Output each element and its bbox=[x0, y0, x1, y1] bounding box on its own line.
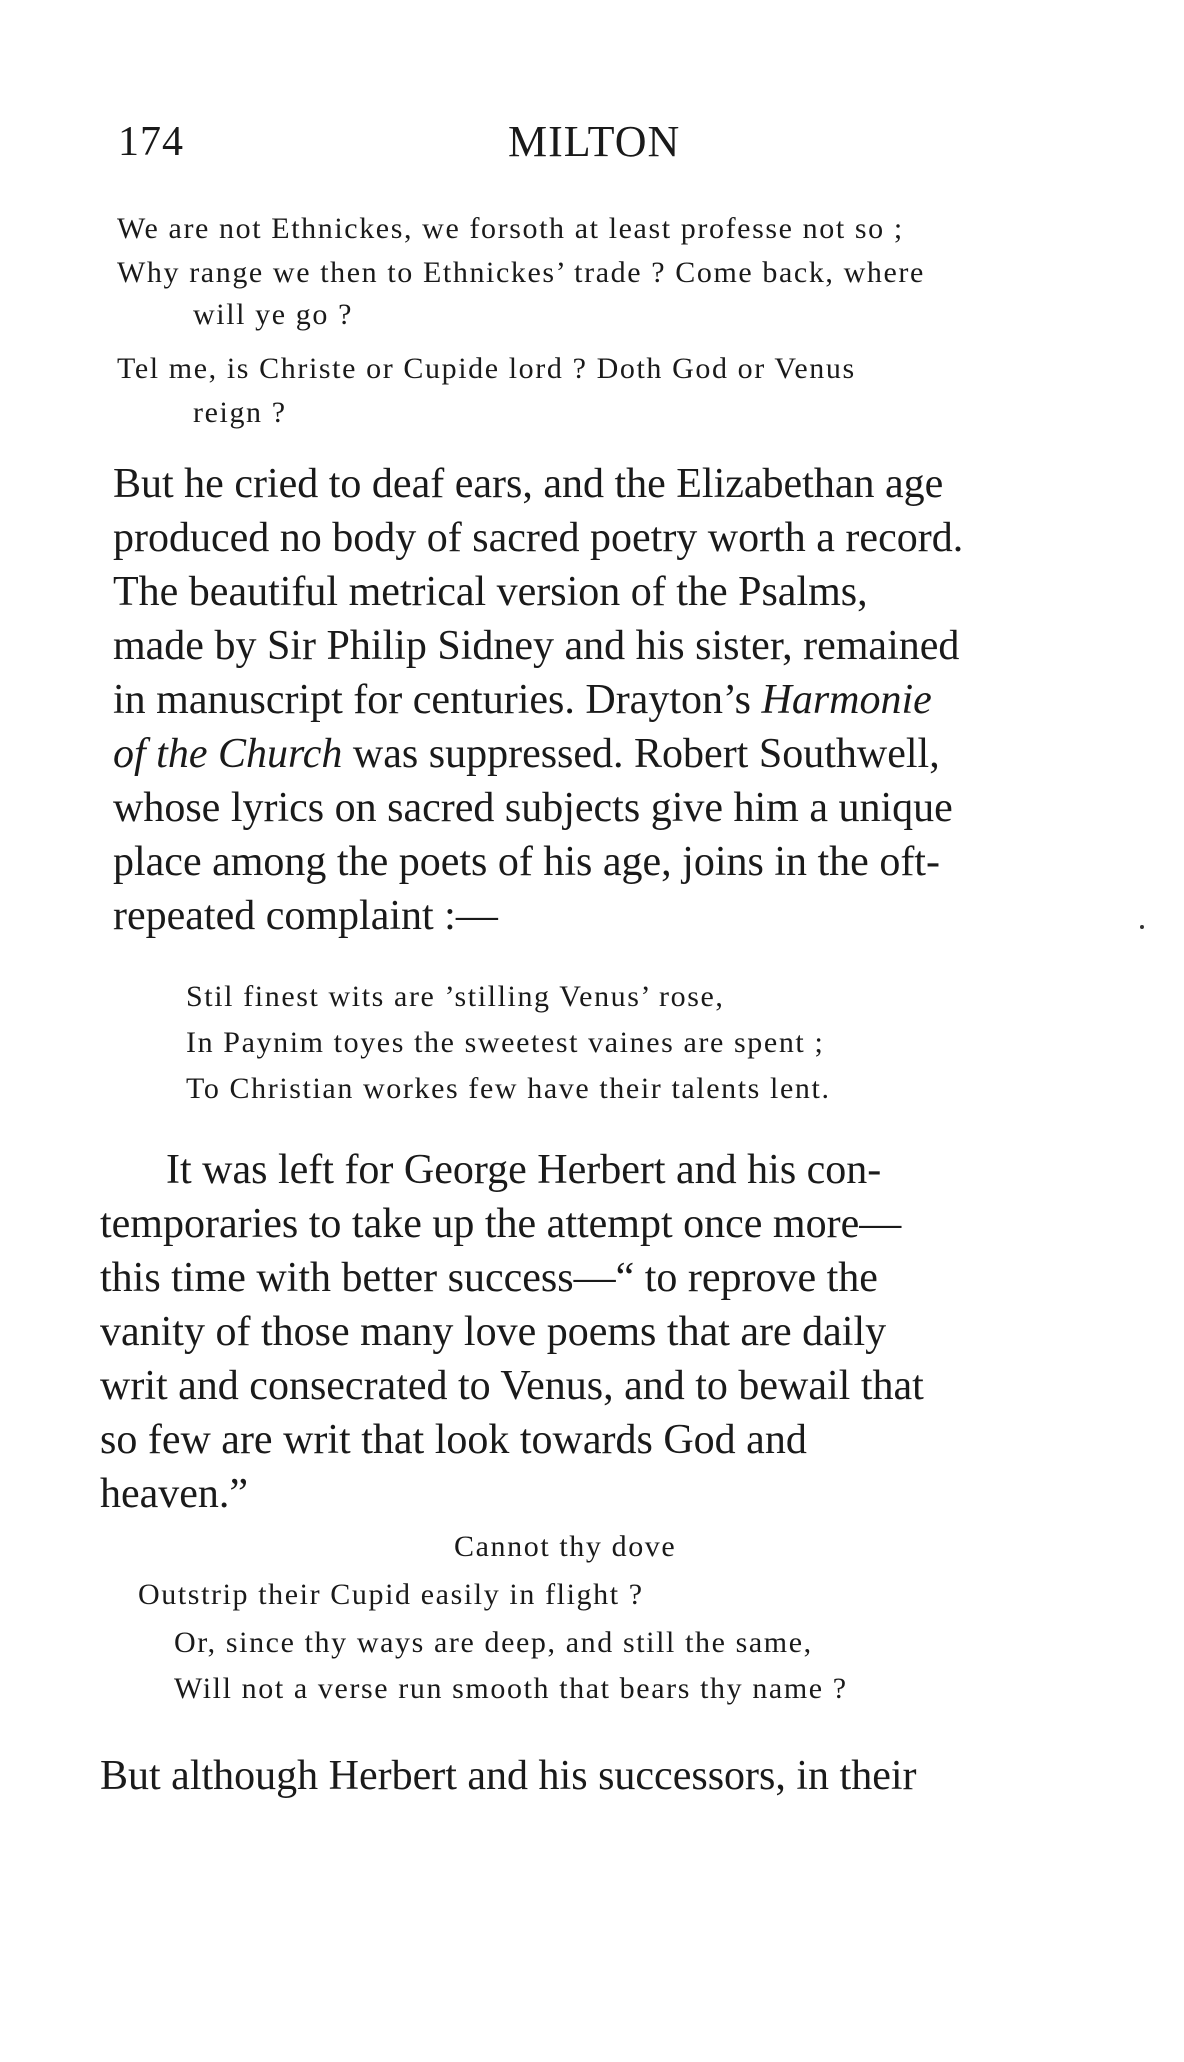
verse-line: Tel me, is Christe or Cupide lord ? Doth God or Venus bbox=[117, 352, 856, 385]
verse-line: In Paynim toyes the sweetest vaines are spent ; bbox=[186, 1026, 825, 1059]
print-speck bbox=[1140, 925, 1144, 929]
book-title-italic: Harmonie bbox=[761, 677, 932, 723]
text-line: heaven.” bbox=[100, 1471, 249, 1517]
verse-line: will ye go ? bbox=[193, 298, 354, 331]
text-line: so few are writ that look towards God and bbox=[100, 1417, 807, 1463]
verse-line: Or, since thy ways are deep, and still the same, bbox=[174, 1626, 813, 1659]
text-line bbox=[113, 730, 940, 778]
book-title-italic: of the Church bbox=[113, 731, 343, 777]
text-line: place among the poets of his age, joins in the oft- bbox=[113, 839, 940, 885]
verse-line: Will not a verse run smooth that bears thy name ? bbox=[174, 1672, 848, 1705]
text-line: repeated complaint :— bbox=[113, 893, 498, 939]
verse-line: Stil finest wits are ’stilling Venus’ rose, bbox=[186, 980, 725, 1013]
verse-line: To Christian workes few have their talents lent. bbox=[186, 1072, 831, 1105]
text-line bbox=[113, 676, 932, 724]
verse-line: reign ? bbox=[193, 396, 287, 429]
text-line: But he cried to deaf ears, and the Elizabethan age bbox=[113, 461, 944, 507]
text-line: But although Herbert and his successors, in their bbox=[100, 1753, 917, 1799]
verse-line: Why range we then to Ethnickes’ trade ? Come back, where bbox=[117, 256, 925, 289]
text-line: made by Sir Philip Sidney and his sister, remained bbox=[113, 623, 960, 669]
page-number: 174 bbox=[118, 119, 184, 165]
text-line: produced no body of sacred poetry worth a record. bbox=[113, 515, 964, 561]
text-segment: in manuscript for centuries. Drayton’s bbox=[113, 677, 751, 723]
verse-line: We are not Ethnickes, we forsoth at least professe not so ; bbox=[117, 212, 904, 245]
text-line: whose lyrics on sacred subjects give him a unique bbox=[113, 785, 953, 831]
verse-line: Cannot thy dove bbox=[454, 1530, 677, 1563]
text-line: vanity of those many love poems that are daily bbox=[100, 1309, 887, 1355]
running-title: MILTON bbox=[508, 117, 681, 166]
text-line: this time with better success—“ to reprove the bbox=[100, 1255, 878, 1301]
page-header bbox=[118, 118, 1078, 178]
text-segment: was suppressed. Robert Southwell, bbox=[352, 731, 940, 777]
text-line: writ and consecrated to Venus, and to bewail that bbox=[100, 1363, 924, 1409]
text-line: temporaries to take up the attempt once more— bbox=[100, 1201, 902, 1247]
text-line: It was left for George Herbert and his con- bbox=[166, 1147, 882, 1193]
verse-line: Outstrip their Cupid easily in flight ? bbox=[138, 1578, 644, 1611]
text-line: The beautiful metrical version of the Psalms, bbox=[113, 569, 868, 615]
